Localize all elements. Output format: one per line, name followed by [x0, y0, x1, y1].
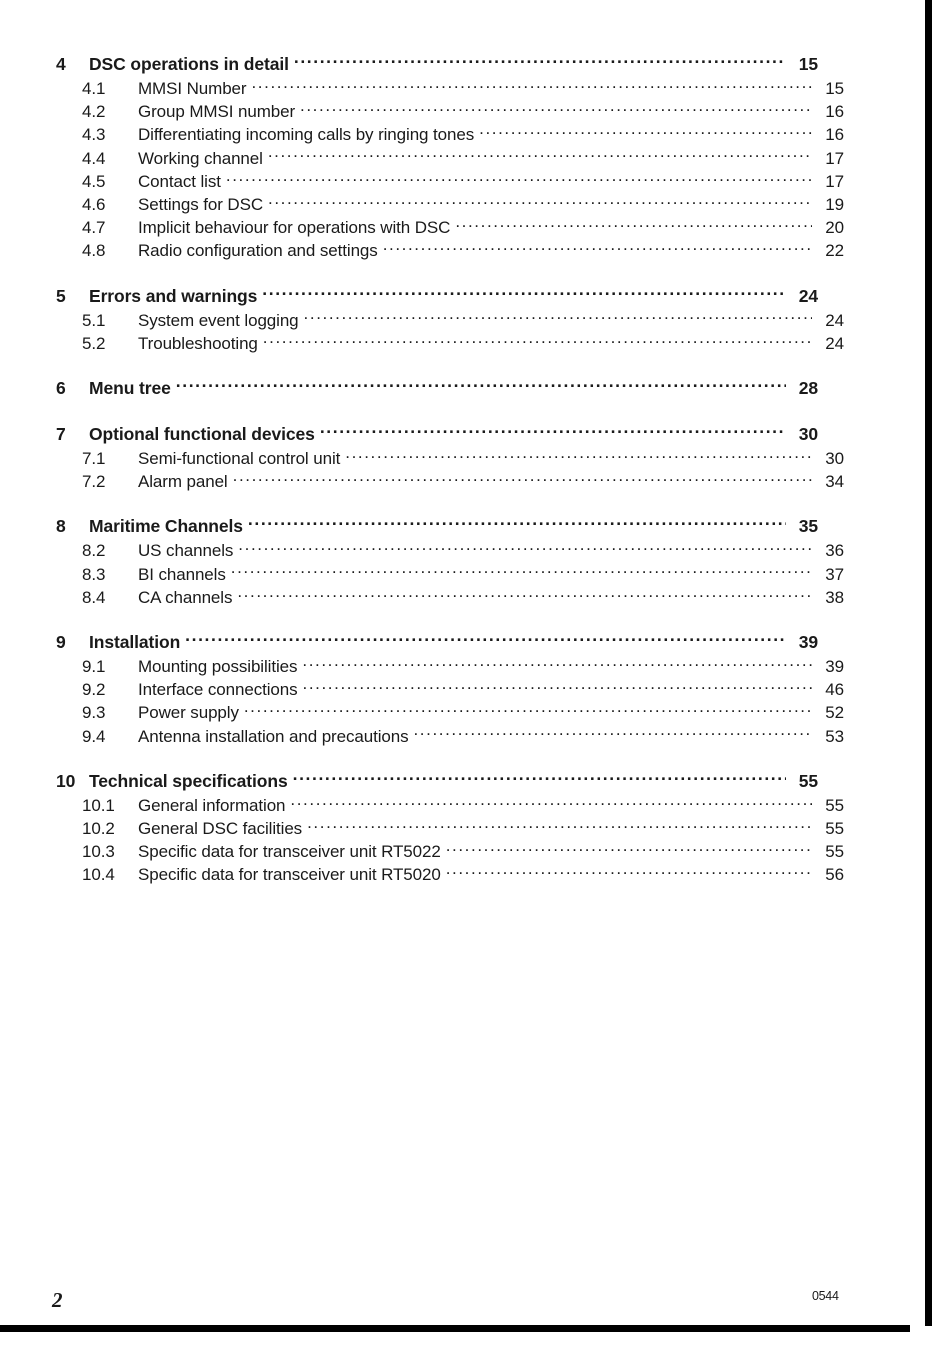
toc-chapter-title: Maritime Channels [89, 516, 243, 537]
toc-section-title: Specific data for transceiver unit RT5022 [138, 842, 441, 862]
toc-section-title: Differentiating incoming calls by ringing tones [138, 125, 475, 145]
toc-page-number: 16 [825, 125, 844, 145]
toc-dot-leader [479, 123, 812, 140]
table-of-contents [56, 52, 844, 887]
toc-section-number: 4.7 [82, 218, 106, 238]
toc-section-title: Antenna installation and precautions [138, 726, 409, 746]
toc-section-title: Power supply [138, 703, 239, 723]
toc-chapter-number: 7 [56, 424, 66, 445]
toc-page-number: 30 [798, 424, 818, 445]
toc-section-number: 7.2 [82, 472, 106, 492]
toc-dot-leader [446, 863, 812, 880]
toc-dot-leader [226, 170, 812, 187]
toc-chapter-row[interactable] [56, 52, 818, 77]
toc-section-row[interactable] [56, 701, 844, 724]
toc-chapter-row[interactable] [56, 769, 818, 794]
toc-dot-leader [231, 563, 812, 580]
toc-dot-leader [185, 631, 786, 649]
toc-section-number: 9.3 [82, 703, 106, 723]
toc-section-number: 4.1 [82, 79, 106, 98]
toc-section-number: 10.2 [82, 819, 115, 839]
toc-chapter-row[interactable] [56, 376, 818, 401]
toc-section-title: CA channels [138, 587, 233, 607]
toc-section-row[interactable] [56, 147, 844, 170]
toc-chapter-number: 6 [56, 378, 66, 399]
toc-page-number: 28 [798, 378, 818, 399]
toc-dot-leader [233, 470, 812, 487]
toc-page-number: 22 [825, 241, 844, 261]
toc-dot-leader [262, 284, 786, 302]
toc-dot-leader [268, 193, 812, 210]
toc-chapter-title: Installation [89, 632, 181, 653]
toc-section-number: 4.5 [82, 171, 106, 191]
toc-dot-leader [290, 794, 812, 811]
toc-section-number: 4.8 [82, 241, 106, 261]
toc-section-row[interactable] [56, 332, 844, 355]
toc-section-number: 8.3 [82, 564, 106, 584]
toc-group-spacer [56, 263, 818, 284]
toc-page-number: 38 [825, 587, 844, 607]
toc-group-spacer [56, 355, 818, 376]
toc-page-number: 56 [825, 865, 844, 885]
footer-page-number: 2 [52, 1288, 63, 1312]
toc-section-row[interactable] [56, 655, 844, 678]
toc-section-title: Radio configuration and settings [138, 241, 378, 261]
toc-page-number: 24 [798, 285, 818, 306]
toc-dot-leader [455, 216, 812, 233]
toc-dot-leader [176, 377, 786, 395]
toc-section-row[interactable] [56, 840, 844, 863]
toc-page-number: 16 [825, 102, 844, 122]
toc-page-number: 15 [798, 54, 818, 74]
toc-chapter-row[interactable] [56, 630, 818, 655]
toc-chapter-title: Errors and warnings [89, 285, 258, 306]
toc-dot-leader [302, 655, 812, 672]
toc-dot-leader [320, 423, 786, 441]
toc-section-title: Implicit behaviour for operations with DSC [138, 218, 451, 238]
toc-page-number: 17 [825, 171, 844, 191]
toc-dot-leader [304, 309, 812, 326]
toc-chapter-number: 5 [56, 285, 66, 306]
toc-page-number: 35 [798, 516, 818, 537]
toc-section-row[interactable] [56, 77, 844, 100]
toc-group-spacer [56, 609, 818, 630]
toc-section-title: System event logging [138, 310, 299, 330]
toc-section-number: 10.3 [82, 842, 115, 862]
toc-dot-leader [294, 53, 786, 71]
toc-group-spacer [56, 401, 818, 422]
toc-dot-leader [237, 586, 812, 603]
toc-page-number: 53 [825, 726, 844, 746]
toc-section-title: Group MMSI number [138, 102, 296, 122]
toc-section-row[interactable] [56, 563, 844, 586]
toc-page-number: 52 [825, 703, 844, 723]
toc-page-number: 46 [825, 680, 844, 700]
footer-document-code: 0544 [812, 1289, 839, 1303]
toc-section-row[interactable] [56, 539, 844, 562]
toc-dot-leader [244, 701, 812, 718]
toc-section-number: 4.6 [82, 195, 106, 215]
toc-section-number: 7.1 [82, 449, 106, 469]
page-edge-right [925, 0, 932, 1326]
toc-page-number: 55 [825, 842, 844, 862]
toc-page-number: 34 [825, 472, 844, 492]
toc-page-number: 30 [825, 449, 844, 469]
toc-section-number: 9.2 [82, 680, 106, 700]
toc-section-title: Contact list [138, 171, 221, 191]
toc-page-number: 55 [825, 819, 844, 839]
toc-dot-leader [293, 769, 786, 787]
toc-section-row[interactable] [56, 586, 844, 609]
toc-section-number: 10.1 [82, 795, 115, 815]
toc-dot-leader [383, 239, 812, 256]
toc-dot-leader [300, 100, 812, 117]
toc-dot-leader [248, 515, 786, 533]
toc-page-number: 17 [825, 148, 844, 168]
toc-section-number: 9.4 [82, 726, 106, 746]
toc-group-spacer [56, 493, 818, 514]
toc-section-row[interactable] [56, 447, 844, 470]
toc-section-row[interactable] [56, 239, 844, 262]
toc-section-row[interactable] [56, 170, 844, 193]
toc-section-row[interactable] [56, 100, 844, 123]
toc-section-title: Troubleshooting [138, 333, 258, 353]
toc-section-row[interactable] [56, 309, 844, 332]
toc-dot-leader [268, 147, 812, 164]
toc-section-row[interactable] [56, 470, 844, 493]
toc-section-title: Working channel [138, 148, 263, 168]
toc-page-number: 24 [825, 310, 844, 330]
toc-section-number: 8.2 [82, 541, 106, 561]
toc-dot-leader [413, 725, 812, 742]
toc-section-row[interactable] [56, 794, 844, 817]
toc-page-number: 19 [825, 195, 844, 215]
toc-section-number: 9.1 [82, 657, 106, 677]
toc-section-number: 4.2 [82, 102, 106, 122]
toc-section-row[interactable] [56, 678, 844, 701]
toc-page-number: 37 [825, 564, 844, 584]
toc-section-title: Interface connections [138, 680, 298, 700]
toc-dot-leader [263, 332, 812, 349]
toc-section-number: 5.2 [82, 333, 106, 353]
toc-chapter-number: 8 [56, 516, 66, 537]
toc-section-row[interactable] [56, 817, 844, 840]
toc-chapter-title: Optional functional devices [89, 424, 315, 445]
toc-page-number: 20 [825, 218, 844, 238]
toc-section-row[interactable] [56, 216, 844, 239]
toc-chapter-number: 4 [56, 54, 66, 74]
toc-section-title: US channels [138, 541, 234, 561]
toc-page-number: 39 [825, 657, 844, 677]
toc-chapter-row[interactable] [56, 422, 818, 447]
toc-chapter-title: Technical specifications [89, 770, 288, 791]
toc-chapter-row[interactable] [56, 284, 818, 309]
toc-dot-leader [251, 77, 812, 94]
toc-section-number: 4.3 [82, 125, 106, 145]
toc-chapter-title: DSC operations in detail [89, 54, 289, 74]
toc-section-number: 4.4 [82, 148, 106, 168]
toc-section-title: Mounting possibilities [138, 657, 298, 677]
toc-page-number: 36 [825, 541, 844, 561]
toc-page-number: 55 [798, 770, 818, 791]
toc-section-number: 5.1 [82, 310, 106, 330]
toc-dot-leader [345, 447, 812, 464]
toc-section-row[interactable] [56, 123, 844, 146]
toc-dot-leader [446, 840, 812, 857]
toc-page-number: 55 [825, 795, 844, 815]
toc-dot-leader [303, 678, 813, 695]
page-edge-bottom [0, 1325, 910, 1332]
toc-section-row[interactable] [56, 725, 844, 748]
toc-section-number: 8.4 [82, 587, 106, 607]
toc-section-row[interactable] [56, 193, 844, 216]
toc-section-row[interactable] [56, 863, 844, 886]
toc-chapter-title: Menu tree [89, 378, 171, 399]
toc-dot-leader [238, 539, 812, 556]
toc-section-number: 10.4 [82, 865, 115, 885]
toc-section-title: Specific data for transceiver unit RT5020 [138, 865, 441, 885]
toc-section-title: Alarm panel [138, 472, 228, 492]
toc-section-title: General information [138, 795, 286, 815]
toc-dot-leader [307, 817, 812, 834]
toc-chapter-number: 9 [56, 632, 66, 653]
toc-chapter-row[interactable] [56, 514, 818, 539]
toc-section-title: Semi-functional control unit [138, 449, 341, 469]
toc-chapter-number: 10 [56, 770, 76, 791]
toc-section-title: BI channels [138, 564, 226, 584]
toc-section-title: MMSI Number [138, 79, 247, 98]
toc-section-title: General DSC facilities [138, 819, 303, 839]
toc-section-title: Settings for DSC [138, 195, 264, 215]
toc-page-number: 24 [825, 333, 844, 353]
toc-page-number: 15 [825, 79, 844, 98]
toc-page-number: 39 [798, 632, 818, 653]
toc-group-spacer [56, 748, 818, 769]
